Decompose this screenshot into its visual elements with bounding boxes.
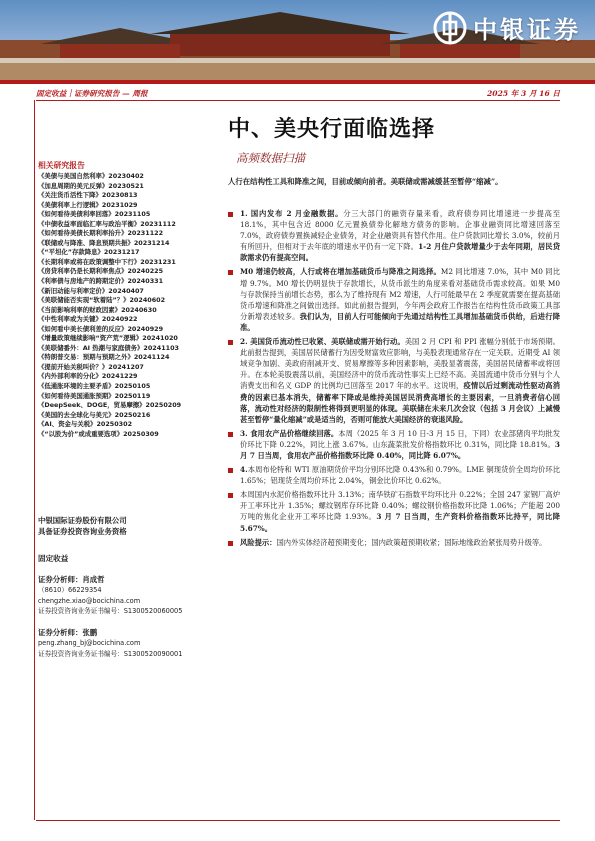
bullet-marker bbox=[228, 432, 233, 437]
company-block bbox=[38, 515, 127, 537]
analyst-phone: （8610）66229354 bbox=[38, 586, 102, 595]
related-report-item[interactable]: 《长期利率或将在政策调整中下行》20231231 bbox=[38, 257, 176, 266]
related-report-item[interactable]: 《美联储番外：AI 热潮与家庭债务》20241103 bbox=[38, 343, 179, 352]
related-report-item[interactable]: 《提前开始关税叫价？》20241207 bbox=[38, 362, 144, 371]
bullet-marker bbox=[228, 468, 233, 473]
key-point-heading: 4. bbox=[240, 465, 248, 475]
related-report-item[interactable]: 《如何看中美长债利差的反应》20240929 bbox=[38, 324, 164, 333]
key-point-body: 本周国内水泥价格指数环比升 3.13%；南华铁矿石指数平均环比升 0.22%；全国 247 家钢厂高炉开工率环比升 1.35%；螺纹钢库存环比降 0.40%；螺纹钢价格指数环比降 1.06%；产能超 200 万吨的焦化企业开工率环比降 1.93%。 bbox=[240, 490, 560, 522]
related-report-item[interactable]: 《“以股为价”或成重要选项》20250309 bbox=[38, 429, 159, 438]
related-report-item[interactable]: 《中性利率或为关键》20240922 bbox=[38, 315, 138, 324]
key-point bbox=[228, 336, 560, 425]
bullet-marker bbox=[228, 340, 233, 345]
bullet-marker bbox=[228, 493, 233, 498]
key-point-conclusion: 1-2 月住户贷款增量少于去年同期，居民贷款需求仍有提高空间。 bbox=[240, 242, 560, 263]
related-report-item[interactable]: 《如何看待美国通胀预期》20250119 bbox=[38, 391, 151, 400]
bullet-marker bbox=[228, 541, 233, 546]
sector-label: 固定收益 bbox=[38, 554, 69, 563]
analyst-name: 证券分析师：肖成哲 bbox=[38, 575, 105, 584]
key-points-list bbox=[228, 208, 560, 551]
related-report-item[interactable]: 《联储或与降准、降息预期共振》20231214 bbox=[38, 238, 170, 247]
related-report-item[interactable]: 《中债收益率面临汇率与政治平衡》20231112 bbox=[38, 219, 176, 228]
page-subtitle: 高频数据扫描 bbox=[236, 151, 305, 165]
key-point-conclusion: 我们认为，目前人行可能倾向于先通过结构性工具增加基础货币供给，后进行降准。 bbox=[240, 311, 560, 332]
related-report-item[interactable]: 《当前影响利率的财政因素》20240630 bbox=[38, 305, 157, 314]
key-point bbox=[228, 489, 560, 533]
risk-body: 国内外实体经济超预期变化；国内政策超预期收紧；国际地缘政治紧张局势升级等。 bbox=[276, 537, 547, 547]
key-point-heading: M0 增速仍较高，人行或将在增加基础货币与降准之间选择。 bbox=[240, 267, 441, 277]
bullet-marker bbox=[228, 270, 233, 275]
related-report-item[interactable]: 《“平坦化”存款降息》20231217 bbox=[38, 248, 140, 257]
key-point-conclusion: 3 月 7 日当周，生产资料价格指数环比持平，同比降 5.67%。 bbox=[240, 512, 560, 533]
related-report-item[interactable]: 《美国的去全球化与美元》20250216 bbox=[38, 410, 151, 419]
related-report-item[interactable]: 《美债与美国自然利率》20230402 bbox=[38, 172, 144, 180]
analyst-block bbox=[38, 628, 182, 659]
header-red-bar bbox=[0, 80, 595, 84]
key-point bbox=[228, 428, 560, 461]
key-point bbox=[228, 208, 560, 263]
key-point-heading: 1. 国内发布 2 月金融数据。 bbox=[240, 209, 344, 218]
analyst-block bbox=[38, 575, 182, 616]
risk-heading: 风险提示： bbox=[240, 537, 277, 547]
page-title: 中、美央行面临选择 bbox=[228, 117, 436, 142]
report-date: 2025 年 3 月 16 日 bbox=[487, 89, 560, 98]
related-report-item[interactable]: 《如何看待美债长期利率抬升》20231122 bbox=[38, 229, 164, 238]
key-point-conclusion: 疫情以后过剩流动性驱动高消费的因素已基本消失，储蓄率下降或是维持美国居民消费高增长的主要因素，一旦消费者信心回落，流动性对经济的限制性将得到更明显的体现。美联储在未来几次会议（包括 3 月会议）上减慢甚至暂停“量化缩减”或是适当的，否则可能放大美国经济的衰退风险。 bbox=[240, 381, 561, 424]
related-report-item[interactable]: 《如何看待美债利率回落》20231105 bbox=[38, 210, 151, 219]
key-point bbox=[228, 464, 560, 486]
related-report-item[interactable]: 《美债利率上行逻辑》20231029 bbox=[38, 200, 138, 209]
lead-summary: 人行在结构性工具和降准之间，目前或倾向前者。美联储或需减缓甚至暂停“缩减”。 bbox=[228, 177, 503, 186]
key-point-heading: 3. 食用农产品价格继续回落。 bbox=[240, 428, 339, 438]
related-report-item[interactable]: 《加息周期的美元反弹》20230521 bbox=[38, 181, 144, 190]
key-point-heading: 2. 美国货币流动性已收紧、美联储或需开始行动。 bbox=[240, 337, 405, 347]
key-point-body: M2 同比增速 7.0%，其中 M0 同比增 9.7%。M0 增长仍明显快于存款增长，从货币派生的角度来看对基础货币需求较高。如果 M0 与存款保持当前增长态势，那么为了维持现有 M2 增速，人行可能最早在 2 季度就需要在提高基础货币增速和降准之间做出选择。如此前报告提到，今年两会政府工作报告在结构性货币政策工具部分新增表述较多。 bbox=[240, 267, 560, 321]
related-report-item[interactable]: 《低通胀环境的主要矛盾》20250105 bbox=[38, 382, 151, 391]
key-point-body: 本周（2025 年 3 月 10 日-3 月 15 日，下同）农业部猪肉平均批发价环比下降 0.22%，同比上涨 3.67%。山东蔬菜批发价格指数环比 0.31%，同比降 18.81%。 bbox=[240, 428, 560, 449]
report-category: 固定收益｜证券研究报告 — 周报 bbox=[36, 89, 148, 98]
analyst-cert: 证券投资咨询业务证书编号：S1300520090001 bbox=[38, 649, 183, 658]
bullet-marker bbox=[228, 212, 233, 217]
report-subheader bbox=[36, 86, 560, 100]
key-point-conclusion: 3 月 7 日当周，食用农产品价格指数环比降 0.40%，同比降 6.07%。 bbox=[240, 439, 560, 460]
related-report-item[interactable]: 《美联储能否实现“软着陆”？》20240602 bbox=[38, 296, 166, 305]
related-report-item[interactable]: 《DeepSeek、DOGE，贸易摩擦》20250209 bbox=[38, 401, 182, 410]
analyst-cert: 证券投资咨询业务证书编号：S1300520060005 bbox=[38, 606, 183, 615]
key-point-body: 美国 2 月 CPI 和 PPI 涨幅分别低于市场预期。此前报告提到，美国居民储蓄行为因受财富效应影响，与美股表现通常存在一定关联。近期受 AI 领域竞争加剧、美政府削减开支、贸易摩擦等多种因素影响，美股显著震荡，美国居民储蓄率或将回升。在本轮美股震荡以前，美国经济中的货币流动性事实上已经不高。美国流通中货币分别与个人消费支出和名义 GDP 的比例均已回落至 2017 年的水平。这说明， bbox=[240, 337, 560, 391]
related-report-item[interactable]: 《增量政策继续影响“资产荒”逻辑》20241020 bbox=[38, 334, 178, 343]
analyst-name: 证券分析师：张鹏 bbox=[38, 628, 98, 637]
left-column-rule bbox=[34, 100, 35, 820]
related-report-item[interactable]: 《利率债与房地产的跨期定价》20240331 bbox=[38, 277, 164, 286]
header-banner bbox=[0, 0, 595, 80]
key-point bbox=[228, 537, 560, 548]
key-point-body: 分三大部门的融资存量来看，政府债券同比增速进一步提高至 18.1%，其中包含近 8000 亿元置换债券化解地方债务的影响。企事业融资同比增速回落至 7.0%，政府债券置换减轻企业债务，对企业融资具有替代作用。住户贷款同比增长 3.0%，较前月有所回升，但相对于去年底的增速水平仍有一定下降。 bbox=[240, 209, 560, 252]
key-point bbox=[228, 266, 560, 333]
footer-rule bbox=[36, 820, 560, 821]
related-reports-heading: 相关研究报告 bbox=[38, 161, 85, 170]
brand-logo bbox=[433, 10, 581, 45]
related-report-item[interactable]: 《房贷利率仍是长期利率焦点》20240225 bbox=[38, 267, 164, 276]
bank-of-china-icon bbox=[433, 11, 467, 45]
related-reports-list bbox=[38, 172, 228, 439]
related-report-item[interactable]: 《特朗普交易：预期与预期之外》20241124 bbox=[38, 353, 170, 362]
company-qualification: 具备证券投资咨询业务资格 bbox=[38, 527, 127, 536]
related-report-item[interactable]: 《AI、资金与关税》20250302 bbox=[38, 420, 133, 429]
company-name: 中银国际证券股份有限公司 bbox=[38, 516, 127, 525]
analyst-email[interactable]: chengzhe.xiao@bocichina.com bbox=[38, 596, 141, 605]
analyst-email[interactable]: peng.zhang_bj@bocichina.com bbox=[38, 639, 141, 648]
subheader-divider bbox=[36, 100, 560, 101]
key-point-body: 本周布伦特和 WTI 原油期货价平均分别环比降 0.43%和 0.79%。LME 铜现货价全周均价环比 1.65%；铝现货全周均价环比 2.04%，铜金比价环比 0.62%。 bbox=[240, 465, 560, 486]
brand-name: 中银证券 bbox=[473, 16, 581, 44]
related-report-item[interactable]: 《内外部利率的分化》20241229 bbox=[38, 372, 138, 381]
related-report-item[interactable]: 《关注货币活性下降》20230813 bbox=[38, 191, 138, 200]
related-report-item[interactable]: 《新旧动能与利率定价》20240407 bbox=[38, 286, 144, 295]
